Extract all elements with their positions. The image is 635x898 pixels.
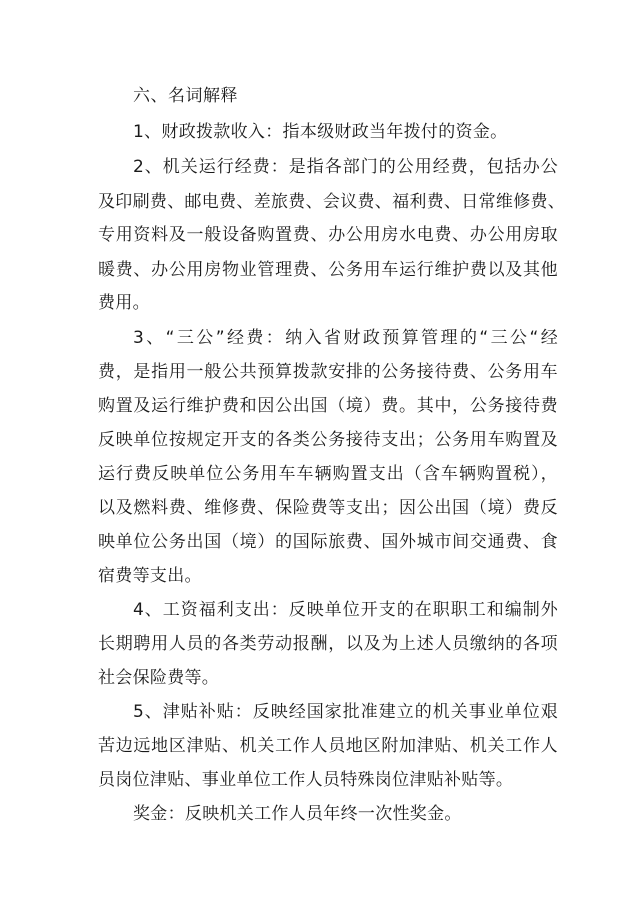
text-line: 2、机关运行经费：是指各部门的公用经费，包括办公 [133,157,558,177]
text-line: 奖金：反映机关工作人员年终一次性奖金。 [133,804,462,824]
text-line: 社会保险费等。 [98,668,220,688]
text-line: 以及燃料费、维修费、保险费等支出；因公出国（境）费反 [98,498,558,518]
text-line: 暖费、办公用房物业管理费、公务用车运行维护费以及其他 [98,260,558,280]
text-line: 5、津贴补贴：反映经国家批准建立的机关事业单位艰 [133,702,558,722]
text-line: 1、财政拨款收入：指本级财政当年拨付的资金。 [133,122,508,142]
text-line: 费用。 [98,293,150,313]
text-line: 映单位公务出国（境）的国际旅费、国外城市间交通费、食 [98,532,558,552]
text-line: 宿费等支出。 [98,566,202,586]
text-line: 3、“三公”经费：纳入省财政预算管理的“三公“经 [133,328,558,348]
text-line: 员岗位津贴、事业单位工作人员特殊岗位津贴补贴等。 [98,770,514,790]
text-line: 苦边远地区津贴、机关工作人员地区附加津贴、机关工作人 [98,736,558,756]
text-line: 费，是指用一般公共预算拨款安排的公务接待费、公务用车 [98,362,558,382]
text-line: 长期聘用人员的各类劳动报酬，以及为上述人员缴纳的各项 [98,634,558,654]
text-line: 反映单位按规定开支的各类公务接待支出；公务用车购置及 [98,430,558,450]
text-line: 4、工资福利支出：反映单位开支的在职职工和编制外 [133,600,558,620]
text-line: 购置及运行维护费和因公出国（境）费。其中，公务接待费 [98,396,558,416]
text-line: 专用资料及一般设备购置费、办公用房水电费、办公用房取 [98,225,558,245]
text-line: 及印刷费、邮电费、差旅费、会议费、福利费、日常维修费、 [98,192,566,212]
section-heading: 六、名词解释 [133,86,238,106]
text-line: 运行费反映单位公务用车车辆购置支出（含车辆购置税）， [98,464,558,484]
